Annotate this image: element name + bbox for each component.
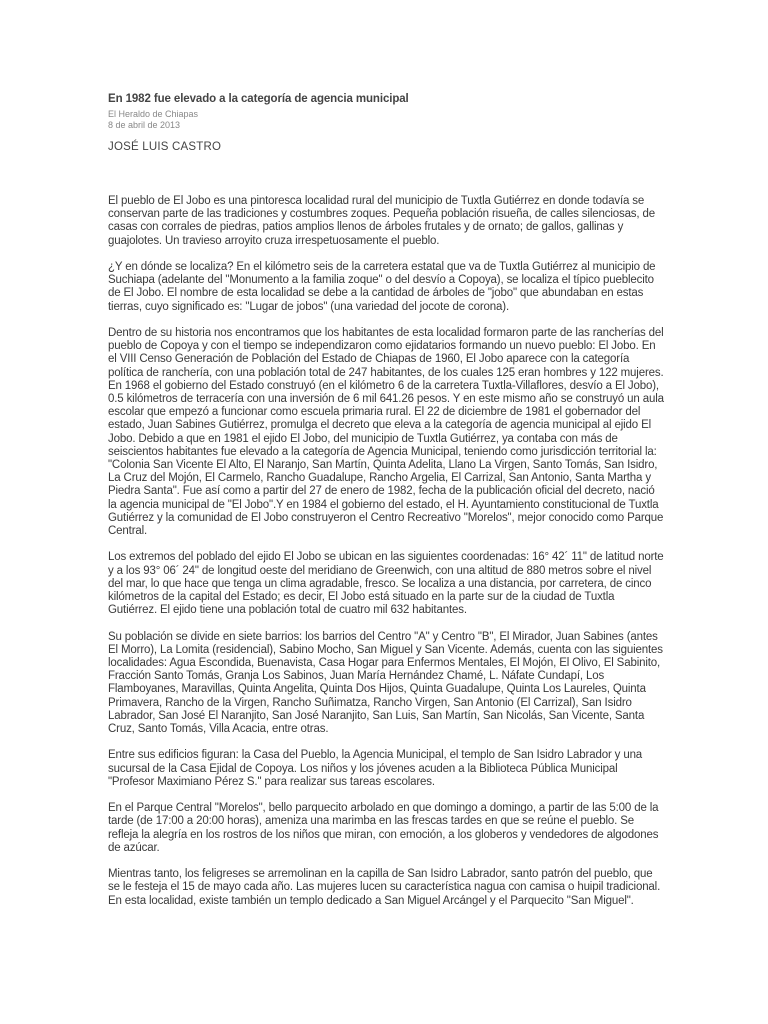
article-paragraph: Entre sus edificios figuran: la Casa del Pueblo, la Agencia Municipal, el templo de San Isidro Labrador y una sucursal de la Casa Ejidal de Copoya. Los niños y los jóvenes acuden a la Biblioteca Pública Municipal "Profesor Maximiano Pérez S." para realizar sus tareas escolares. [108,749,643,788]
article-paragraph: En el Parque Central "Morelos", bello parquecito arbolado en que domingo a domingo, a partir de las 5:00 de la tarde (de 17:00 a 20:00 horas), ameniza una marimba en las frescas tardes en que se reúne el pueblo. Se refleja la alegría en los rostros de los niños que miran, con emoción, a los globeros y vendedores de algodones de azúcar. [108,802,659,854]
article-paragraph: Su población se divide en siete barrios: los barrios del Centro "A" y Centro "B", El Mirador, Juan Sabines (antes El Morro), La Lomita (residencial), Sabino Mocho, San Miguel y San Vicente. Además, cuenta con las siguientes localidades: Agua Escondida, Buenavista, Casa Hogar para Enfermos Mentales, El Mojón, El Olivo, El Sabinito, Fracción Santo Tomás, Granja Los Sabinos, Juan María Hernández Chamé, L. Náfate Cundapí, Los Flamboyanes, Maravillas, Quinta Angelita, Quinta Dos Hijos, Quinta Guadalupe, Quinta Los Laureles, Quinta Primavera, Rancho de la Virgen, Rancho Suñimatza, Rancho Virgen, San Antonio (El Carrizal), San Isidro Labrador, San José El Naranjito, San José Naranjito, San Luis, San Martín, San Nicolás, San Vicente, Santa Cruz, Santo Tomás, Villa Acacia, entre otras. [108,630,663,736]
article-headline: En 1982 fue elevado a la categoría de agencia municipal [108,93,409,105]
article-author: JOSÉ LUIS CASTRO [108,141,222,153]
article-source-block [108,109,198,131]
article-paragraph: Dentro de su historia nos encontramos que los habitantes de esta localidad formaron parte de las rancherías del pueblo de Copoya y con el tiempo se independizaron como ejidatarios formando un nuevo pueblo: El Jobo. En el VIII Censo Generación de Población del Estado de Chiapas de 1960, El Jobo aparece con la categoría política de ranchería, con una población total de 247 habitantes, de los cuales 125 eran hombres y 122 mujeres. En 1968 el gobierno del Estado construyó (en el kilómetro 6 de la carretera Tuxtla-Villaflores, desvío a El Jobo), 0.5 kilómetros de terracería con una inversión de 6 mil 641.26 pesos. Y en este mismo año se construyó un aula escolar que empezó a funcionar como escuela primaria rural. El 22 de diciembre de 1981 el gobernador del estado, Juan Sabines Gutiérrez, promulga el decreto que eleva a la categoría de agencia municipal al ejido El Jobo. Debido a que en 1981 el ejido El Jobo, del municipio de Tuxtla Gutiérrez, ya contaba con más de seiscientos habitantes fue elevado a la categoría de Agencia Municipal, teniendo como jurisdicción territorial la: "Colonia San Vicente El Alto, El Naranjo, San Martín, Quinta Adelita, Llano La Virgen, Santo Tomás, San Isidro, La Cruz del Mojón, El Carmelo, Rancho Guadalupe, Rancho Argelia, El Carrizal, San Antonio, Santa Martha y Piedra Santa". Fue así como a partir del 27 de enero de 1982, fecha de la publicación oficial del decreto, nació la agencia municipal de "El Jobo".Y en 1984 el gobierno del estado, el H. Ayuntamiento constitucional de Tuxtla Gutiérrez y la comunidad de El Jobo construyeron el Centro Recreativo "Morelos", mejor conocido como Parque Central. [108,327,664,538]
article-paragraph: El pueblo de El Jobo es una pintoresca localidad rural del municipio de Tuxtla Gutiérrez en donde todavía se conservan parte de las tradiciones y costumbres zoques. Pequeña población risueña, de calles silenciosas, de casas con corrales de piedras, patios amplios llenos de árboles frutales y de ornato; de gallos, gallinas y guajolotes. Un travieso arroyito cruza irrespetuosamente el pueblo. [108,195,655,247]
article-paragraph: Mientras tanto, los feligreses se arremolinan en la capilla de San Isidro Labrador, santo patrón del pueblo, que se le festeja el 15 de mayo cada año. Las mujeres lucen su característica nagua con camisa o huipil tradicional. En esta localidad, existe también un templo dedicado a San Miguel Arcángel y el Parquecito "San Miguel". [108,868,661,907]
article-paragraph: Los extremos del poblado del ejido El Jobo se ubican en las siguientes coordenadas: 16° 42´ 11" de latitud norte y a los 93° 06´ 24" de longitud oeste del meridiano de Greenwich, con una altitud de 880 metros sobre el nivel del mar, lo que hace que tenga un clima agradable, fresco. Se localiza a una distancia, por carretera, de cinco kilómetros de la capital del Estado; es decir, El Jobo está situado en la parte sur de la ciudad de Tuxtla Gutiérrez. El ejido tiene una población total de cuatro mil 632 habitantes. [108,551,664,617]
article-body [108,195,664,921]
article-source: El Heraldo de Chiapas [108,109,199,119]
article-date: 8 de abril de 2013 [108,120,181,130]
article-paragraph: ¿Y en dónde se localiza? En el kilómetro seis de la carretera estatal que va de Tuxtla Gutiérrez al municipio de Suchiapa (adelante del "Monumento a la familia zoque" o del desvío a Copoya), se localiza el típico pueblecito de El Jobo. El nombre de esta localidad se debe a la cantidad de árboles de "jobo" que abundaban en estas tierras, cuyo significado es: "Lugar de jobos" (una variedad del jocote de corona). [108,261,656,313]
